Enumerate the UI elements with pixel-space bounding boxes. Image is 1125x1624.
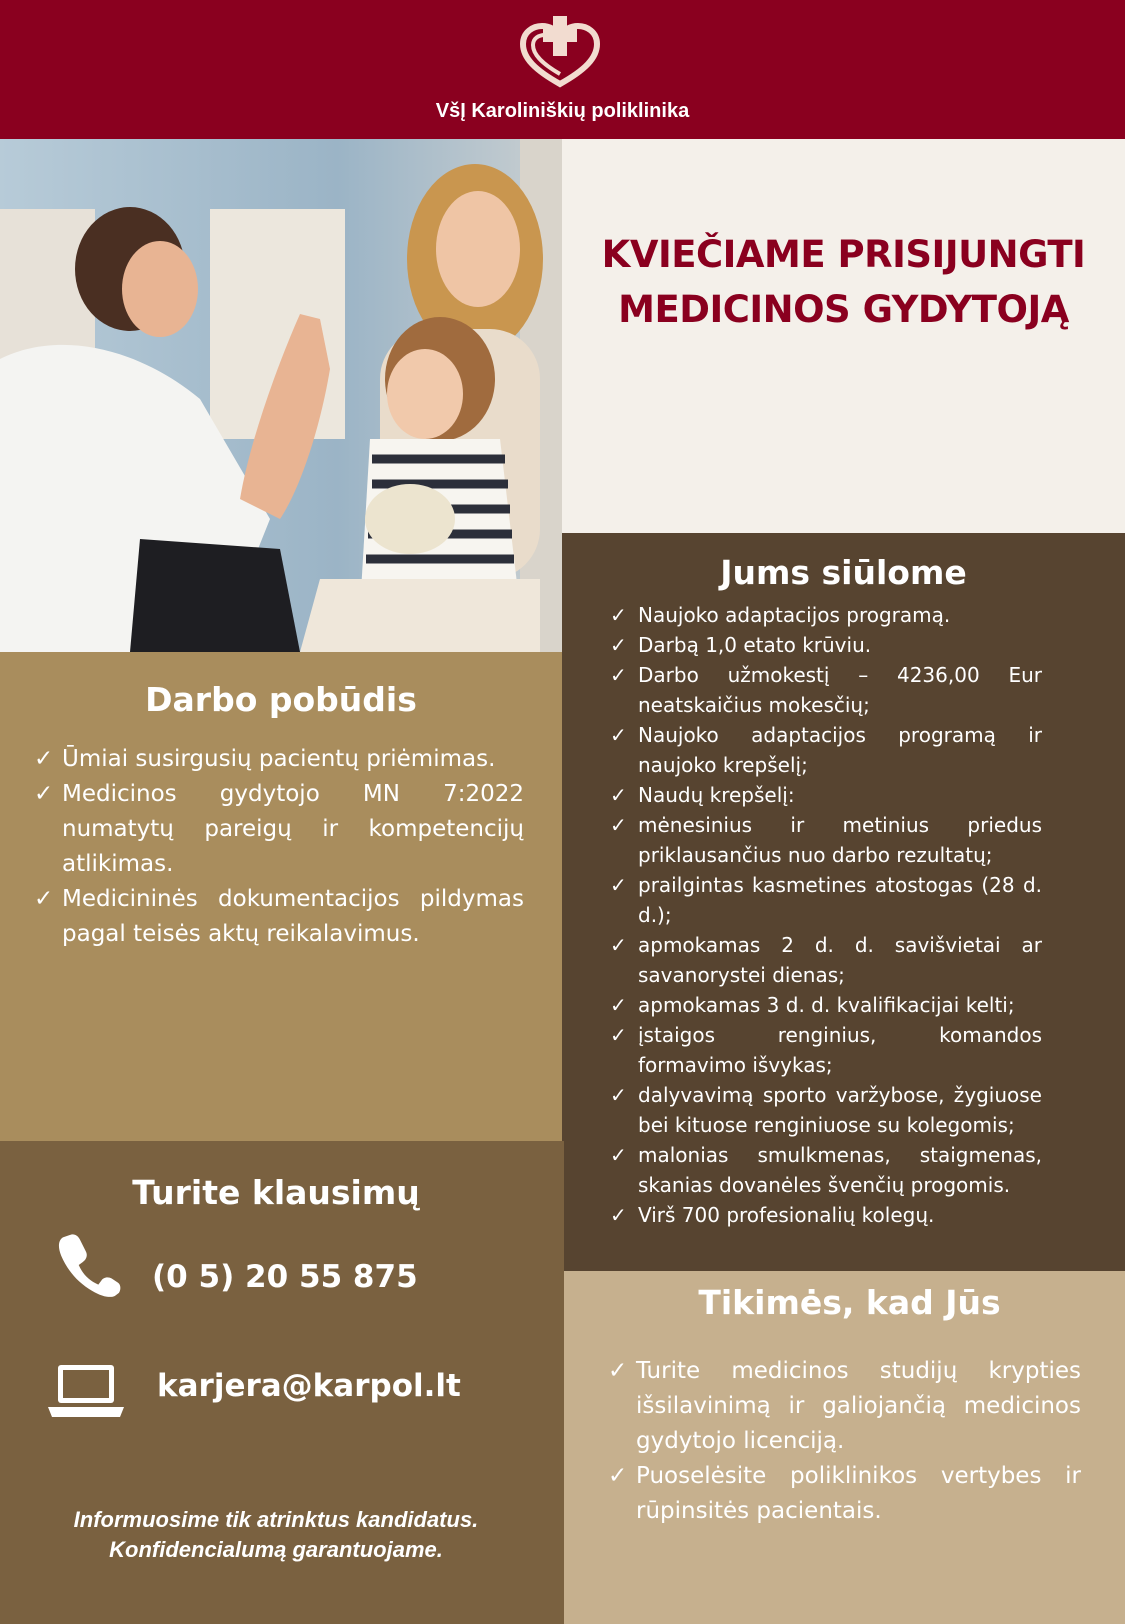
list-item-text: Turite medicinos studijų krypties išsilavinimą ir galiojančią medicinos gydytojo licenciją. [636,1358,1081,1454]
list-item-text: įstaigos renginius, komandos formavimo išvykas; [638,1023,1042,1077]
expectations-panel [564,1271,1125,1624]
list-item [610,930,1042,990]
list-item [608,1354,1081,1459]
check-mark-icon: ✓ [610,1143,627,1167]
page-title [562,227,1125,337]
check-mark-icon: ✓ [610,813,627,837]
work-heading: Darbo pobūdis [145,680,417,719]
list-item-text: Virš 700 profesionalių kolegų. [638,1203,935,1227]
title-line-2: MEDICINOS GYDYTOJĄ [618,288,1069,331]
title-line-1: KVIEČIAME PRISIJUNGTI [601,233,1086,276]
list-item-text: Ūmiai susirgusių pacientų priėmimas. [62,746,496,772]
check-mark-icon: ✓ [34,746,54,772]
title-panel [562,139,1125,533]
check-mark-icon: ✓ [610,633,627,657]
list-item [608,1459,1081,1529]
check-mark-icon: ✓ [610,933,627,957]
heart-cross-logo-icon [515,12,605,88]
list-item [610,720,1042,780]
check-mark-icon: ✓ [610,663,627,687]
organization-name: VšĮ Karoliniškių poliklinika [435,100,690,122]
contact-heading: Turite klausimų [132,1173,420,1212]
list-item-text: Puoselėsite poliklinikos vertybes ir rūpinsitės pacientais. [636,1463,1081,1524]
contact-panel [0,1141,564,1624]
list-item-text: apmokamas 2 d. d. savišvietai ar savanorystei dienas; [638,933,1042,987]
check-mark-icon: ✓ [610,783,627,807]
list-item-text: Darbą 1,0 etato krūviu. [638,633,872,657]
list-item [610,630,1042,660]
list-item [610,1020,1042,1080]
work-list [34,742,524,952]
list-item [610,660,1042,720]
phone-number[interactable]: (0 5) 20 55 875 [152,1259,418,1295]
list-item [34,742,524,777]
list-item [34,882,524,952]
list-item-text: Naujoko adaptacijos programą ir naujoko krepšelį; [638,723,1042,777]
expectations-list [608,1354,1081,1529]
list-item-text: mėnesinius ir metinius priedus priklausančius nuo darbo rezultatų; [638,813,1042,867]
list-item-text: malonias smulkmenas, staigmenas, skanias dovanėles švenčių progomis. [638,1143,1042,1197]
check-mark-icon: ✓ [610,723,627,747]
check-mark-icon: ✓ [608,1358,628,1384]
laptop-icon [48,1363,124,1419]
check-mark-icon: ✓ [608,1463,628,1489]
offer-heading: Jums siūlome [720,553,967,592]
list-item [610,600,1042,630]
note-line-1: Informuosime tik atrinktus kandidatus. [73,1507,479,1532]
check-mark-icon: ✓ [34,781,54,807]
hero-photo [0,139,562,652]
check-mark-icon: ✓ [610,603,627,627]
expectations-heading: Tikimės, kad Jūs [698,1283,1001,1322]
list-item [610,870,1042,930]
list-item-text: Darbo užmokestį – 4236,00 Eur neatskaičius mokesčių; [638,663,1042,717]
check-mark-icon: ✓ [610,1083,627,1107]
list-item-text: prailgintas kasmetines atostogas (28 d. d.); [638,873,1042,927]
list-item [610,1080,1042,1140]
offer-panel [562,533,1125,1271]
header-bar [0,0,1125,139]
list-item [34,777,524,882]
note-line-2: Konfidencialumą garantuojame. [109,1537,443,1562]
list-item-text: Naudų krepšelį: [638,783,795,807]
list-item-text: apmokamas 3 d. d. kvalifikacijai kelti; [638,993,1015,1017]
doctor-high-five-child-photo [0,139,562,652]
list-item-text: Medicininės dokumentacijos pildymas pagal teisės aktų reikalavimus. [62,886,524,947]
email-address[interactable]: karjera@karpol.lt [157,1368,461,1404]
check-mark-icon: ✓ [610,1023,627,1047]
phone-icon [55,1231,121,1297]
list-item [610,990,1042,1020]
check-mark-icon: ✓ [34,886,54,912]
check-mark-icon: ✓ [610,993,627,1017]
list-item [610,810,1042,870]
check-mark-icon: ✓ [610,1203,627,1227]
check-mark-icon: ✓ [610,873,627,897]
offer-list [610,600,1042,1230]
list-item [610,1200,1042,1230]
list-item-text: Medicinos gydytojo MN 7:2022 numatytų pareigų ir kompetencijų atlikimas. [62,781,524,877]
list-item [610,780,1042,810]
list-item-text: dalyvavimą sporto varžybose, žygiuose bei kituose renginiuose su kolegomis; [638,1083,1042,1137]
list-item [610,1140,1042,1200]
work-panel [0,652,562,1141]
list-item-text: Naujoko adaptacijos programą. [638,603,951,627]
